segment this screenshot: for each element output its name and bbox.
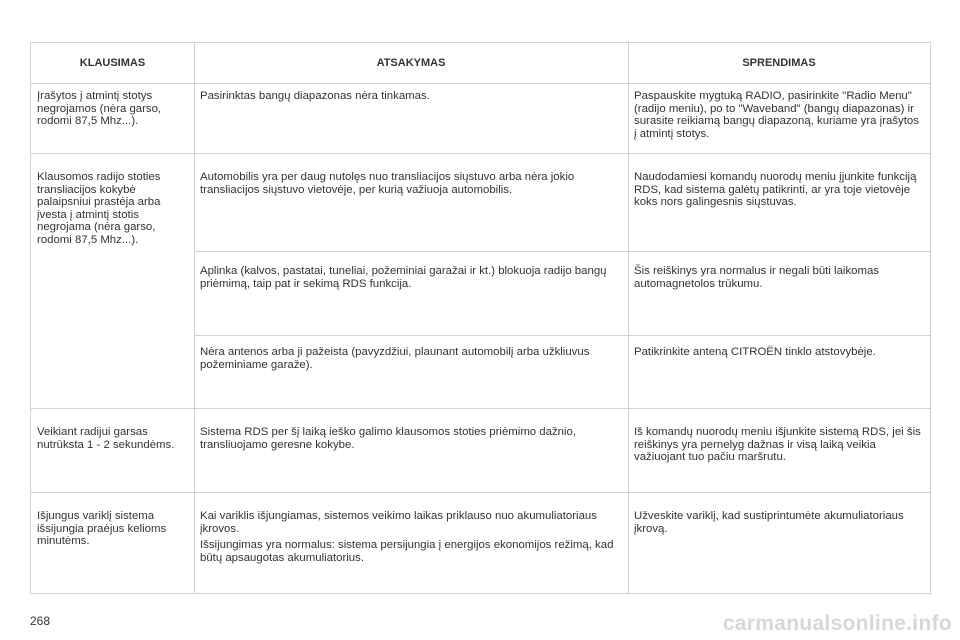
row-divider — [194, 251, 930, 252]
page-number: 268 — [30, 614, 51, 628]
row-divider — [194, 335, 930, 336]
row-divider — [31, 408, 930, 409]
row-5-question: Veikiant radijui garsas nutrūksta 1 - 2 sekundėms. — [37, 426, 175, 451]
row-6-answer-line-1: Kai variklis išjungiamas, sistemos veikimo laikas priklauso nuo akumuliatoriaus įkrovos. — [200, 510, 597, 535]
row-divider — [31, 492, 930, 493]
row-4-answer: Nėra antenos arba ji pažeista (pavyzdžiui, plaunant automobilį arba užkliuvus požeminiame garaže). — [200, 346, 590, 371]
troubleshooting-table — [30, 42, 931, 594]
row-4-solution: Patikrinkite anteną CITROËN tinklo atstovybėje. — [634, 346, 876, 358]
header-question: KLAUSIMAS — [31, 43, 194, 84]
row-1-question: Įrašytos į atmintį stotys negrojamos (nėra garso, rodomi 87,5 Mhz...). — [37, 90, 162, 128]
row-2-solution: Naudodamiesi komandų nuorodų meniu įjunkite funkciją RDS, kad sistema galėtų patikrinti, ar yra toje vietovėje koks nors galingesnis siųstuvas. — [634, 171, 917, 209]
row-divider — [31, 153, 930, 154]
row-2-question: Klausomos radijo stoties transliacijos kokybė palaipsniui prastėja arba įvesta į atmintį stotis negrojama (nėra garso, rodomi 87,5 Mhz...). — [37, 171, 161, 246]
row-3-answer: Aplinka (kalvos, pastatai, tuneliai, požeminiai garažai ir kt.) blokuoja radijo bangų priėmimą, taip pat ir sekimą RDS funkcija. — [200, 265, 607, 290]
row-1-solution: Paspauskite mygtuką RADIO, pasirinkite "Radio Menu" (radijo meniu), po to "Waveband" (bangų diapazonas) ir surasite reikiamą bangų diapazoną, kuriame yra įrašytos į atmintį stotys. — [634, 90, 919, 140]
row-5-solution: Iš komandų nuorodų meniu išjunkite sistemą RDS, jei šis reiškinys yra pernelyg dažnas ir visą laiką veikia važiuojant tuo pačiu maršrutu. — [634, 426, 921, 464]
header-answer: ATSAKYMAS — [194, 43, 628, 84]
row-3-solution: Šis reiškinys yra normalus ir negali būti laikomas automagnetolos trūkumu. — [634, 265, 879, 290]
row-5-answer: Sistema RDS per šį laiką ieško galimo klausomos stoties priėmimo dažnio, transliuojamo geresne kokybe. — [200, 426, 577, 451]
header-solution: SPRENDIMAS — [628, 43, 930, 84]
row-6-answer — [194, 510, 628, 568]
row-6-solution: Užveskite variklį, kad sustiprintumėte akumuliatoriaus įkrovą. — [634, 510, 904, 535]
row-1-answer: Pasirinktas bangų diapazonas nėra tinkamas. — [200, 90, 430, 102]
row-2-answer: Automobilis yra per daug nutolęs nuo transliacijos siųstuvo arba nėra jokio transliacijos siųstuvo vietovėje, per kurią važiuoja automobilis. — [200, 171, 575, 196]
row-6-answer-line-2: Išsijungimas yra normalus: sistema persijungia į energijos ekonomijos režimą, kad būtų apsaugotas akumuliatorius. — [200, 539, 614, 564]
row-6-question: Išjungus variklį sistema išsijungia praėjus kelioms minutėms. — [37, 510, 167, 548]
watermark: carmanualsonline.info — [722, 612, 952, 635]
